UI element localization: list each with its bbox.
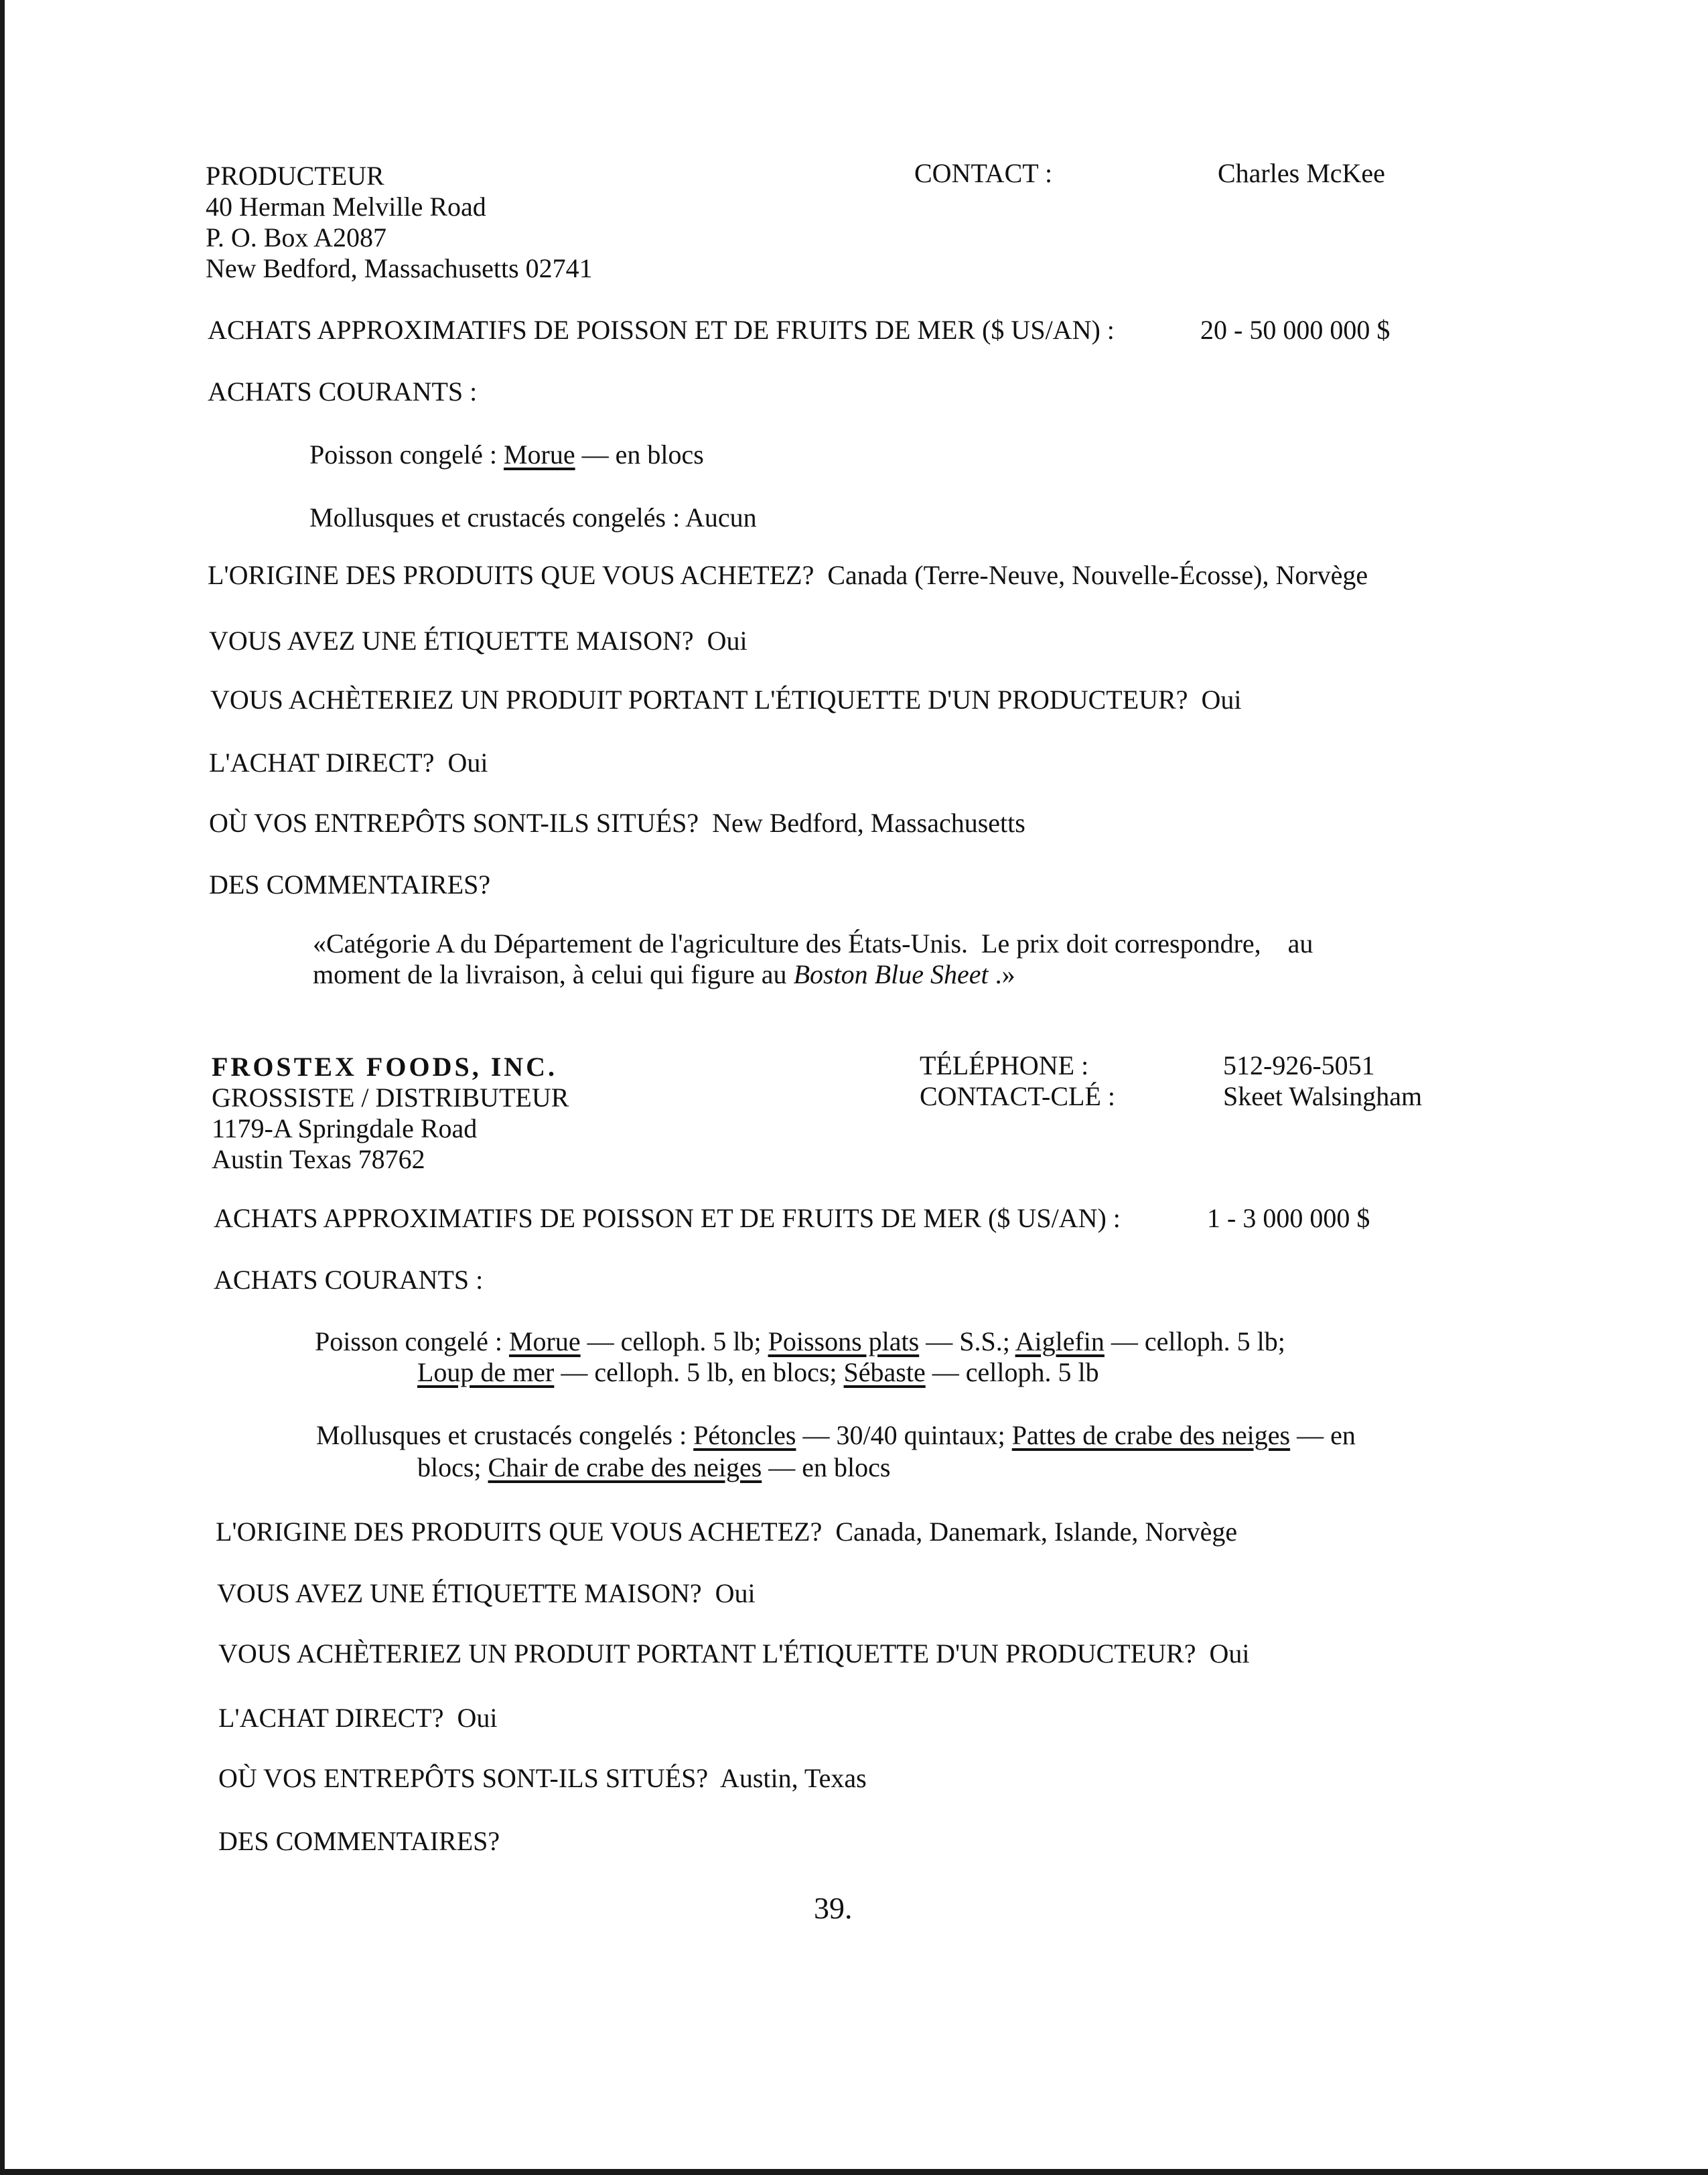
entry2-producer-label-answer: Oui	[1209, 1638, 1250, 1669]
entry2-shell-scallops: Pétoncles	[693, 1420, 796, 1450]
entry1-address-line3: New Bedford, Massachusetts 02741	[206, 253, 593, 283]
entry1-purchases-question: ACHATS APPROXIMATIFS DE POISSON ET DE FRUITS DE MER ($ US/AN) :	[208, 315, 1115, 345]
entry2-shell-blocks: blocs;	[417, 1452, 488, 1482]
entry2-warehouse-answer: Austin, Texas	[719, 1763, 867, 1793]
entry2-type: GROSSISTE / DISTRIBUTEUR	[212, 1082, 569, 1113]
entry2-address-line2: Austin Texas 78762	[212, 1144, 425, 1174]
entry1-producer-label-question: VOUS ACHÈTERIEZ UN PRODUIT PORTANT L'ÉTIQUETTE D'UN PRODUCTEUR?	[210, 685, 1188, 715]
entry2-direct-answer: Oui	[457, 1703, 498, 1733]
entry2-shell-crab-legs-detail: — en	[1290, 1420, 1356, 1450]
entry2-phone-label: TÉLÉPHONE :	[920, 1050, 1089, 1080]
entry2-shell-crab-meat: Chair de crabe des neiges	[488, 1452, 762, 1482]
entry1-warehouse	[209, 808, 1025, 839]
entry1-origin-answer: Canada (Terre-Neuve, Nouvelle-Écosse), Norvège	[827, 560, 1368, 590]
entry1-comment-source: Boston Blue Sheet	[793, 959, 989, 989]
entry2-direct	[218, 1703, 497, 1734]
entry1-direct-question: L'ACHAT DIRECT?	[209, 748, 435, 778]
entry2-house-label-answer: Oui	[715, 1578, 756, 1608]
entry1-direct	[209, 748, 488, 778]
entry2-contact-name: Skeet Walsingham	[1223, 1081, 1423, 1111]
entry1-type: PRODUCTEUR	[206, 161, 384, 191]
entry2-producer-label-question: VOUS ACHÈTERIEZ UN PRODUIT PORTANT L'ÉTIQUETTE D'UN PRODUCTEUR?	[218, 1638, 1196, 1669]
entry2-shell-label: Mollusques et crustacés congelés :	[316, 1420, 687, 1450]
entry1-direct-answer: Oui	[447, 748, 488, 778]
entry2-fish-haddock: Aiglefin	[1015, 1326, 1105, 1356]
entry1-comments-question: DES COMMENTAIRES?	[209, 869, 491, 900]
entry1-producer-label-answer: Oui	[1201, 685, 1242, 715]
entry2-frozen-shellfish-line2	[417, 1452, 890, 1483]
entry1-frozen-shellfish	[309, 502, 757, 533]
entry2-fish-haddock-detail: — celloph. 5 lb;	[1104, 1326, 1285, 1356]
entry2-fish-seabass: Loup de mer	[417, 1357, 555, 1387]
entry2-fish-redfish-detail: — celloph. 5 lb	[925, 1357, 1099, 1387]
entry1-comment-line2	[313, 959, 1015, 990]
scan-left-edge	[0, 0, 5, 2175]
entry2-producer-label	[218, 1638, 1250, 1669]
entry1-contact-name: Charles McKee	[1218, 158, 1385, 188]
entry2-company-name: FROSTEX FOODS, INC.	[212, 1052, 558, 1082]
entry2-frozen-fish-line1	[315, 1326, 1285, 1357]
entry1-address-line1: 40 Herman Melville Road	[206, 192, 486, 222]
entry2-purchases-question: ACHATS APPROXIMATIFS DE POISSON ET DE FRUITS DE MER ($ US/AN) :	[214, 1203, 1121, 1233]
entry1-origin-question: L'ORIGINE DES PRODUITS QUE VOUS ACHETEZ?	[208, 560, 814, 590]
entry1-comment-end: .»	[988, 959, 1015, 989]
entry2-warehouse	[218, 1763, 867, 1794]
entry2-warehouse-question: OÙ VOS ENTREPÔTS SONT-ILS SITUÉS?	[218, 1763, 709, 1793]
entry1-house-label-answer: Oui	[707, 626, 748, 656]
entry2-house-label	[217, 1578, 756, 1609]
entry2-phone: 512-926-5051	[1223, 1050, 1375, 1080]
entry2-fish-label: Poisson congelé :	[315, 1326, 502, 1356]
entry2-contact-label: CONTACT-CLÉ :	[920, 1081, 1115, 1111]
entry1-origin	[208, 560, 1368, 591]
entry1-fish-item: Morue	[503, 439, 575, 470]
entry1-fish-label: Poisson congelé :	[309, 439, 497, 470]
entry2-fish-seabass-detail: — celloph. 5 lb, en blocs;	[554, 1357, 844, 1387]
entry2-shell-scallops-detail: — 30/40 quintaux;	[796, 1420, 1012, 1450]
entry2-fish-cod: Morue	[508, 1326, 581, 1356]
entry1-address-line2: P. O. Box A2087	[206, 222, 387, 253]
entry2-frozen-shellfish-line1	[316, 1420, 1356, 1451]
entry1-warehouse-question: OÙ VOS ENTREPÔTS SONT-ILS SITUÉS?	[209, 808, 699, 838]
entry1-house-label-question: VOUS AVEZ UNE ÉTIQUETTE MAISON?	[209, 626, 694, 656]
entry1-producer-label	[210, 685, 1242, 715]
entry2-purchases-answer: 1 - 3 000 000 $	[1207, 1203, 1370, 1233]
entry2-direct-question: L'ACHAT DIRECT?	[218, 1703, 444, 1733]
entry1-fish-rest: — en blocs	[575, 439, 704, 470]
entry2-current-purchases: ACHATS COURANTS :	[214, 1265, 484, 1295]
entry1-comment-text: moment de la livraison, à celui qui figure au	[313, 959, 794, 989]
entry2-fish-flatfish: Poissons plats	[768, 1326, 920, 1356]
entry2-fish-redfish: Sébaste	[843, 1357, 926, 1387]
entry2-origin-question: L'ORIGINE DES PRODUITS QUE VOUS ACHETEZ?	[216, 1517, 823, 1547]
entry2-house-label-question: VOUS AVEZ UNE ÉTIQUETTE MAISON?	[217, 1578, 702, 1608]
scan-bottom-edge	[0, 2169, 1708, 2175]
page-number: 39.	[814, 1891, 853, 1925]
entry1-frozen-fish	[309, 439, 704, 470]
entry1-comment-line1: «Catégorie A du Département de l'agriculture des États-Unis. Le prix doit correspondre, au	[313, 928, 1313, 959]
entry1-shell-value: Aucun	[685, 502, 757, 533]
entry2-shell-crab-meat-detail: — en blocs	[762, 1452, 891, 1482]
entry2-comments-question: DES COMMENTAIRES?	[218, 1826, 500, 1856]
entry1-shell-label: Mollusques et crustacés congelés :	[309, 502, 681, 533]
entry2-fish-cod-detail: — celloph. 5 lb;	[580, 1326, 768, 1356]
entry1-house-label	[209, 626, 748, 656]
entry2-fish-flatfish-detail: — S.S.;	[919, 1326, 1015, 1356]
entry1-purchases-answer: 20 - 50 000 000 $	[1200, 315, 1391, 345]
entry2-address-line1: 1179-A Springdale Road	[212, 1113, 478, 1143]
entry1-warehouse-answer: New Bedford, Massachusetts	[712, 808, 1025, 838]
entry2-origin-answer: Canada, Danemark, Islande, Norvège	[835, 1517, 1238, 1547]
entry2-origin	[216, 1517, 1237, 1547]
entry1-current-purchases: ACHATS COURANTS :	[208, 376, 478, 407]
entry2-shell-crab-legs: Pattes de crabe des neiges	[1011, 1420, 1291, 1450]
entry1-contact-label: CONTACT :	[914, 158, 1053, 188]
entry2-frozen-fish-line2	[417, 1357, 1099, 1388]
